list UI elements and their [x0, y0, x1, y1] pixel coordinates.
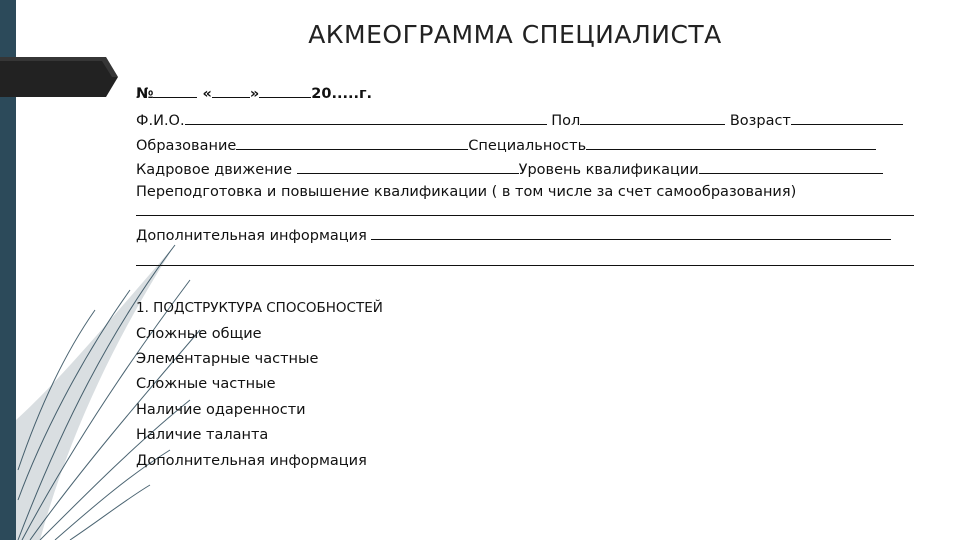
additional-info-label: Дополнительная информация	[136, 228, 367, 244]
quote-close: »	[249, 86, 260, 102]
specialty-blank[interactable]	[586, 136, 876, 150]
education-label: Образование	[136, 138, 237, 154]
section-item: Сложные общие	[136, 326, 262, 342]
quote-open: «	[202, 86, 212, 102]
fio-blank[interactable]	[185, 111, 547, 125]
retraining-label: Переподготовка и повышение квалификации ( в том числе за счет самообразования)	[136, 184, 797, 200]
age-label: Возраст	[729, 113, 791, 129]
retraining-blank[interactable]	[136, 214, 914, 216]
month-blank[interactable]	[259, 84, 311, 98]
sex-label: Пол	[551, 113, 581, 129]
header-line	[136, 84, 372, 102]
education-line	[136, 136, 876, 154]
additional-info-blank[interactable]	[371, 226, 891, 240]
page-title: АКМЕОГРАММА СПЕЦИАЛИСТА	[308, 20, 722, 49]
number-blank[interactable]	[153, 84, 197, 98]
specialty-label: Специальность	[468, 138, 587, 154]
qualification-blank[interactable]	[699, 160, 883, 174]
section-item: Наличие таланта	[136, 427, 269, 443]
sex-blank[interactable]	[580, 111, 725, 125]
education-blank[interactable]	[236, 136, 468, 150]
section-title: 1. ПОДСТРУКТУРА СПОСОБНОСТЕЙ	[136, 300, 383, 316]
section-item: Сложные частные	[136, 376, 276, 392]
slide-tab-marker	[0, 57, 118, 97]
additional-info-line	[136, 226, 891, 244]
section-item: Дополнительная информация	[136, 453, 367, 469]
fio-line	[136, 111, 903, 129]
age-blank[interactable]	[791, 111, 903, 125]
year-label: 20.....г.	[311, 86, 373, 102]
section-item: Элементарные частные	[136, 351, 319, 367]
staff-movement-line	[136, 160, 883, 178]
fio-label: Ф.И.О.	[136, 113, 185, 129]
staff-movement-blank[interactable]	[297, 160, 519, 174]
additional-info-blank-2[interactable]	[136, 264, 914, 266]
qualification-label: Уровень квалификации	[518, 162, 699, 178]
number-label: №	[136, 86, 154, 102]
section-item: Наличие одаренности	[136, 402, 306, 418]
day-blank[interactable]	[212, 84, 250, 98]
staff-movement-label: Кадровое движение	[136, 162, 293, 178]
